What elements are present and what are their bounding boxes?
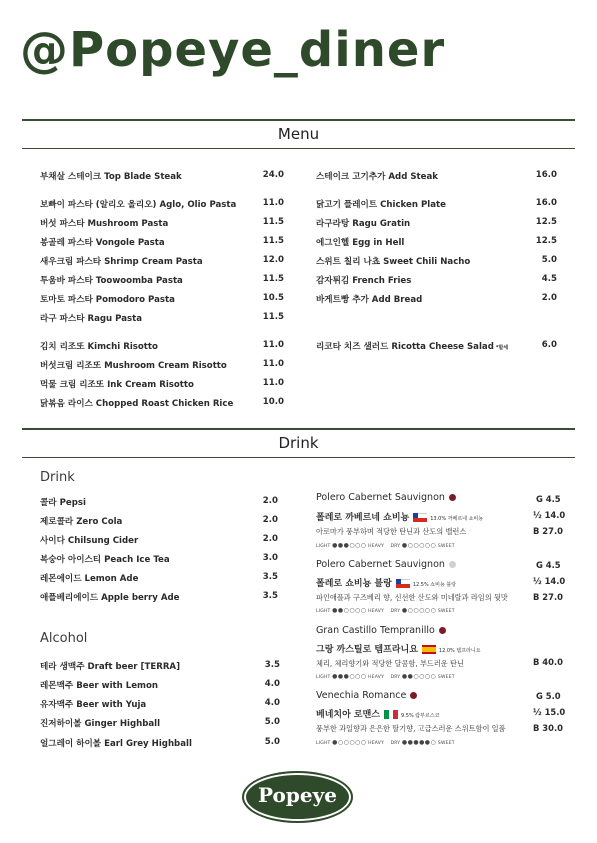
menu-item: 스테이크 고기추가 Add Steak [316, 172, 438, 182]
alcohol-item: 진저하이볼 Ginger Highball [40, 719, 161, 729]
menu-item: 버섯크림 리조또 Mushroom Cream Risotto [40, 361, 227, 371]
alcohol-item: 유자맥주 Beer with Yuja [40, 700, 147, 710]
wine-korean-text: 베네치아 로맨스 [316, 710, 380, 720]
drink-item: 애플베리에이드 Apple berry Ade [40, 593, 180, 603]
wine-price: ½ 14.0 [533, 576, 566, 586]
menu-item-price: 11.5 [262, 274, 284, 284]
menu-item-price: 10.5 [262, 293, 284, 303]
menu-item: 토마토 파스타 Pomodoro Pasta [40, 295, 175, 305]
menu-item-price: 2.0 [541, 293, 557, 303]
alcohol-item-price: 4.0 [264, 698, 280, 708]
sweet-rating: ●●●●●○ [401, 739, 437, 746]
menu-item-price: 10.0 [262, 397, 284, 407]
drink-item-price: 3.5 [262, 591, 278, 601]
drink-item: 콜라 Pepsi [40, 498, 86, 508]
red-wine-dot-icon [410, 692, 417, 699]
menu-item-price: 11.5 [262, 312, 284, 322]
wine-name-text: Venechia Romance [316, 690, 407, 701]
wine-price: B 30.0 [533, 723, 563, 733]
drink-item-price: 3.0 [262, 553, 278, 563]
menu-item: 라구 파스타 Ragu Pasta [40, 314, 143, 324]
scale-sweet-label: SWEET [437, 609, 455, 614]
red-wine-dot-icon [449, 494, 456, 501]
wine-abv: 12.5% 쇼비뇽 블랑 [412, 582, 457, 588]
chile-flag-icon [396, 579, 410, 588]
menu-item: 버섯 파스타 Mushroom Pasta [40, 219, 169, 229]
menu-item: 닭볶음 라이스 Chopped Roast Chicken Rice [40, 399, 234, 409]
menu-item-note: *할세 [495, 345, 509, 351]
scale-sweet-label: SWEET [437, 741, 455, 746]
divider [22, 428, 575, 430]
scale-heavy-label: HEAVY [368, 544, 385, 549]
scale-dry-label: DRY [390, 675, 401, 680]
body-rating: ●●●○○○ [332, 673, 367, 680]
scale-heavy-label: HEAVY [368, 741, 385, 746]
alcohol-subheading: Alcohol [40, 631, 88, 646]
wine-abv: 9.5% 람부르스코 [401, 713, 440, 719]
sweet-rating: ●○○○○○ [401, 542, 437, 549]
alcohol-item-price: 3.5 [264, 660, 280, 670]
drink-item: 제로콜라 Zero Cola [40, 517, 123, 527]
wine-name-text: Gran Castillo Tempranillo [316, 625, 435, 636]
wine-price: ½ 14.0 [533, 510, 566, 520]
menu-item: 에그인헬 Egg in Hell [316, 238, 405, 248]
wine-price: G 4.5 [536, 494, 561, 504]
menu-item [316, 340, 508, 352]
scale-light-label: LIGHT [316, 741, 331, 746]
wine-name-text: Polero Cabernet Sauvignon [316, 492, 445, 503]
drink-item-price: 2.0 [262, 534, 278, 544]
wine-korean-text: 폴레로 쇼비뇽 블랑 [316, 579, 392, 589]
menu-item: 김치 리조또 Kimchi Risotto [40, 342, 158, 352]
wine-price: B 27.0 [533, 592, 563, 602]
scale-heavy-label: HEAVY [368, 675, 385, 680]
scale-light-label: LIGHT [316, 609, 331, 614]
menu-item: 부채살 스테이크 Top Blade Steak [40, 172, 182, 182]
wine-description: 풍부한 과일향과 은은한 딸기향, 고급스러운 스위트함이 일품 [316, 724, 506, 733]
wine-price: G 4.5 [536, 560, 561, 570]
menu-item-price: 11.5 [262, 217, 284, 227]
alcohol-item: 얼그레이 하이볼 Earl Grey Highball [40, 739, 192, 749]
menu-item-label: 리코타 치즈 샐러드 Ricotta Cheese Salad [316, 342, 494, 352]
body-rating: ●●●○○○ [332, 542, 367, 549]
wine-price: B 40.0 [533, 657, 563, 667]
wine-korean-text: 그랑 까스틸로 템프라니요 [316, 645, 418, 655]
menu-item-price: 11.0 [262, 378, 284, 388]
wine-price: B 27.0 [533, 526, 563, 536]
wine-korean-name [316, 707, 439, 720]
menu-item: 봉골레 파스타 Vongole Pasta [40, 238, 165, 248]
menu-item-price: 5.0 [541, 255, 557, 265]
wine-korean-name [316, 576, 456, 589]
page-title: @Popeye_diner [20, 22, 446, 78]
wine-description: 아로마가 풍부하며 적당한 탄닌과 산도의 밸런스 [316, 527, 467, 536]
menu-item: 감자튀김 French Fries [316, 276, 412, 286]
menu-item-price: 12.5 [535, 217, 557, 227]
scale-dry-label: DRY [390, 544, 401, 549]
red-wine-dot-icon [439, 627, 446, 634]
menu-item-price: 11.0 [262, 340, 284, 350]
drink-item: 레몬에이드 Lemon Ade [40, 574, 139, 584]
sweet-rating: ●○○○○○ [401, 607, 437, 614]
menu-item: 새우크림 파스타 Shrimp Cream Pasta [40, 257, 203, 267]
scale-heavy-label: HEAVY [368, 609, 385, 614]
chile-flag-icon [413, 513, 427, 522]
wine-scale [316, 673, 455, 680]
wine-scale [316, 542, 455, 549]
menu-item: 닭고기 플레이트 Chicken Plate [316, 200, 446, 210]
italy-flag-icon [384, 710, 398, 719]
menu-item-price: 12.5 [535, 236, 557, 246]
logo-text: Popeye [258, 783, 337, 807]
menu-item-price: 24.0 [262, 170, 284, 180]
menu-item-price: 4.5 [541, 274, 557, 284]
menu-item-price: 11.0 [262, 198, 284, 208]
sweet-rating: ●●○○○○ [401, 673, 437, 680]
drink-subheading: Drink [40, 470, 75, 485]
menu-item: 보빠이 파스타 (알리오 올리오) Aglo, Olio Pasta [40, 200, 237, 210]
scale-sweet-label: SWEET [437, 544, 455, 549]
drink-item: 복숭아 아이스티 Peach Ice Tea [40, 555, 170, 565]
wine-scale [316, 739, 455, 746]
menu-item: 스위트 칠리 나쵸 Sweet Chili Nacho [316, 257, 471, 267]
divider [22, 119, 575, 121]
wine-description: 파인애플과 구즈베리 향, 신선한 산도와 미네랄과 라임의 뒷맛 [316, 593, 508, 602]
scale-light-label: LIGHT [316, 675, 331, 680]
wine-name-text: Polero Cabernet Sauvignon [316, 559, 445, 570]
menu-heading: Menu [277, 125, 320, 143]
alcohol-item-price: 5.0 [264, 737, 280, 747]
menu-item-price: 16.0 [535, 170, 557, 180]
menu-item-price: 11.0 [262, 359, 284, 369]
alcohol-item: 테라 생맥주 Draft beer [TERRA] [40, 662, 181, 672]
wine-name [316, 690, 417, 701]
wine-name [316, 559, 456, 570]
spain-flag-icon [422, 645, 436, 654]
alcohol-item-price: 5.0 [264, 717, 280, 727]
drink-item-price: 2.0 [262, 496, 278, 506]
wine-name [316, 492, 456, 503]
drink-item-price: 3.5 [262, 572, 278, 582]
scale-light-label: LIGHT [316, 544, 331, 549]
scale-dry-label: DRY [390, 609, 401, 614]
menu-item-price: 12.0 [262, 255, 284, 265]
scale-sweet-label: SWEET [437, 675, 455, 680]
menu-item-price: 16.0 [535, 198, 557, 208]
wine-abv: 13.0% 까베르네 쇼비뇽 [430, 516, 484, 522]
wine-price: G 5.0 [536, 691, 561, 701]
white-wine-dot-icon [449, 561, 456, 568]
drink-heading: Drink [278, 434, 319, 452]
wine-abv: 12.0% 템프라니요 [438, 648, 481, 654]
wine-korean-name [316, 510, 483, 523]
divider [22, 148, 575, 149]
wine-description: 체리, 체리향기와 적당한 달콤함, 부드러운 탄닌 [316, 659, 464, 668]
alcohol-item: 레몬맥주 Beer with Lemon [40, 681, 159, 691]
menu-item: 바게트빵 추가 Add Bread [316, 295, 423, 305]
menu-item: 먹물 크림 리조또 Ink Cream Risotto [40, 380, 194, 390]
wine-korean-text: 폴레로 까베르네 쇼비뇽 [316, 513, 410, 523]
wine-name [316, 625, 446, 636]
body-rating: ●○○○○○ [332, 739, 367, 746]
wine-korean-name [316, 642, 481, 655]
menu-item: 투움바 파스타 Toowoomba Pasta [40, 276, 183, 286]
wine-price: ½ 15.0 [533, 707, 566, 717]
scale-dry-label: DRY [390, 741, 401, 746]
menu-item-price: 6.0 [541, 340, 557, 350]
menu-item: 라구라탕 Ragu Gratin [316, 219, 411, 229]
drink-item: 사이다 Chilsung Cider [40, 536, 139, 546]
alcohol-item-price: 4.0 [264, 679, 280, 689]
drink-item-price: 2.0 [262, 515, 278, 525]
menu-item-price: 11.5 [262, 236, 284, 246]
body-rating: ●●○○○○ [332, 607, 367, 614]
divider [22, 457, 575, 458]
popeye-logo [242, 771, 353, 823]
wine-scale [316, 607, 455, 614]
